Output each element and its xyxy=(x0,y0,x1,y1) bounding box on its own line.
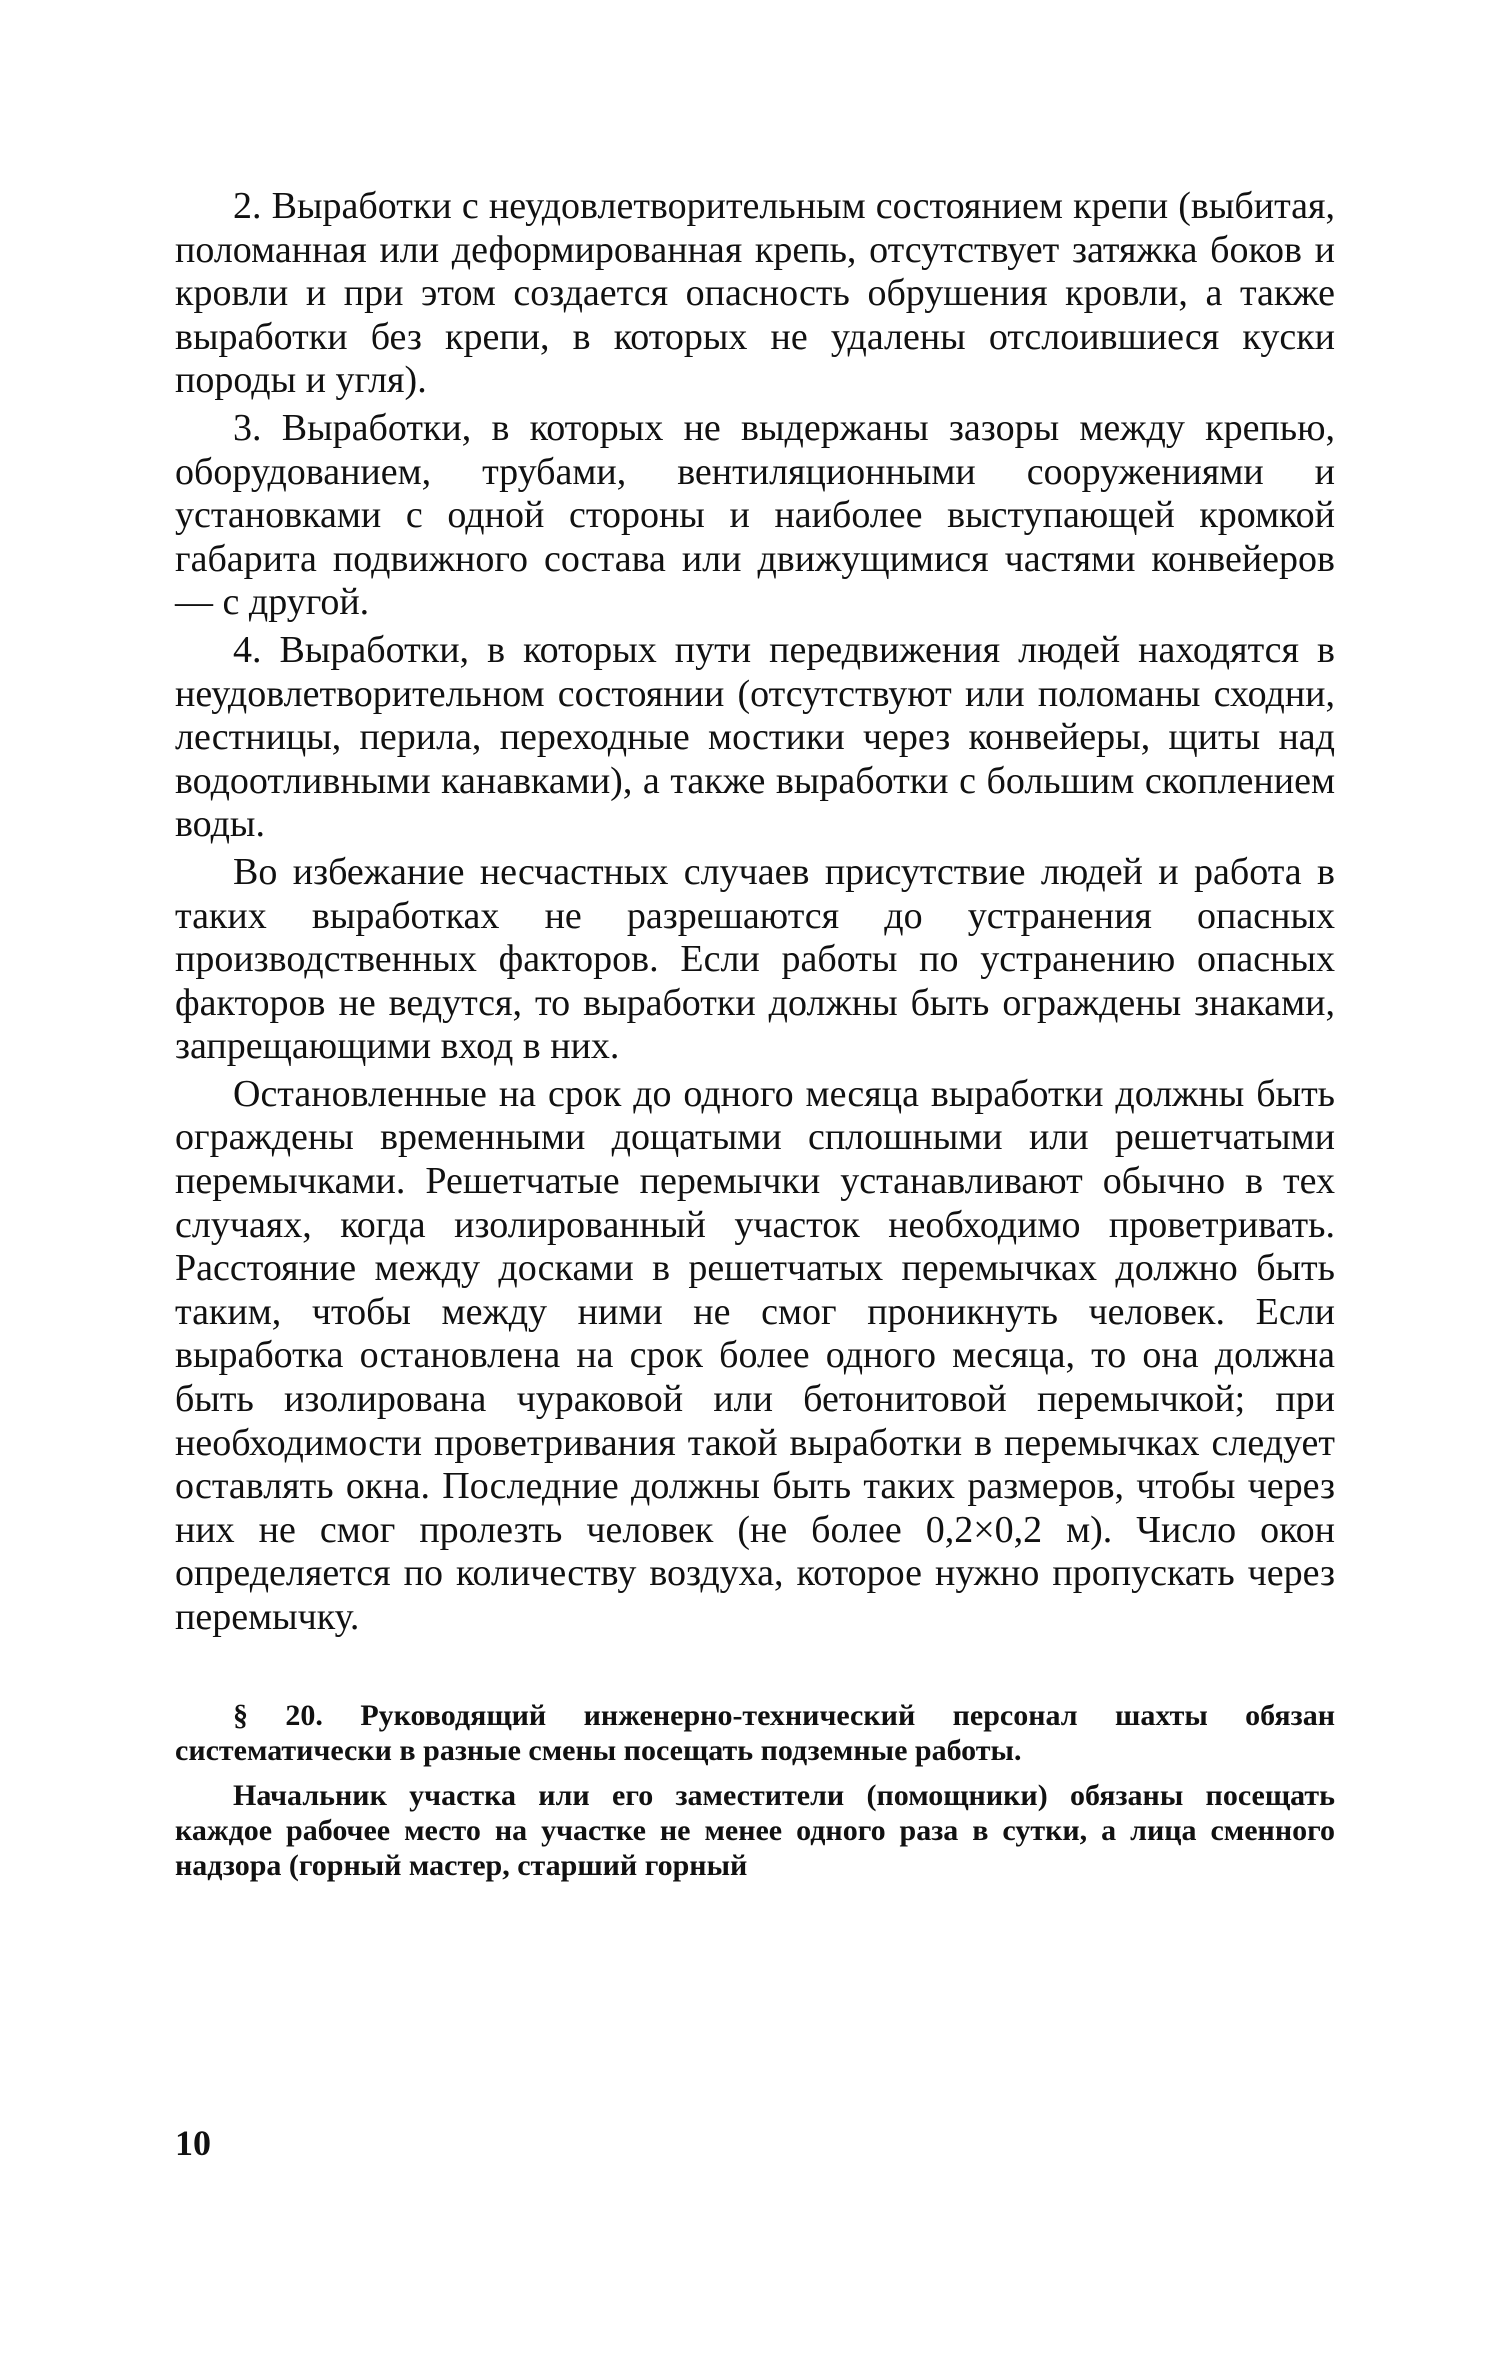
paragraph-section-20: § 20. Руководящий инженерно-технический персонал шахты обязан систематически в разные смены посещать подземные работы. xyxy=(175,1698,1335,1767)
paragraph-item-4: 4. Выработки, в которых пути передвижения людей находятся в неудовлетворительном состоянии (отсутствуют или поломаны сходни, лестницы, перила, переходные мостики через конвейеры, щиты над водоотливными канавками), а также выработки с большим скоплением воды. xyxy=(175,628,1335,846)
page-content xyxy=(175,185,1335,1883)
paragraph-accident-prevention: Во избежание несчастных случаев присутствие людей и работа в таких выработках не разрешаются до устранения опасных производственных факторов. Если работы по устранению опасных факторов не ведутся, то выработки должны быть ограждены знаками, запрещающими вход в них. xyxy=(175,850,1335,1068)
main-text-block xyxy=(175,185,1335,1640)
paragraph-item-3: 3. Выработки, в которых не выдержаны зазоры между крепью, оборудованием, трубами, вентиляционными сооружениями и установками с одной стороны и наиболее выступающей кромкой габарита подвижного состава или движущимися частями конвейеров — с другой. xyxy=(175,406,1335,624)
section-20-block xyxy=(175,1698,1335,1883)
page-number: 10 xyxy=(175,2123,211,2163)
paragraph-item-2: 2. Выработки с неудовлетворительным состоянием крепи (выбитая, поломанная или деформированная крепь, отсутствует затяжка боков и кровли и при этом создается опасность обрушения кровли, а также выработки без крепи, в которых не удалены отслоившиеся куски породы и угля). xyxy=(175,185,1335,402)
paragraph-stopped-workings: Остановленные на срок до одного месяца выработки должны быть ограждены временными дощатыми сплошными или решетчатыми перемычками. Решетчатые перемычки устанавливают обычно в тех случаях, когда изолированный участок необходимо проветривать. Расстояние между досками в решетчатых перемычках должно быть таким, чтобы между ними не смог проникнуть человек. Если выработка остановлена на срок более одного месяца, то она должна быть изолирована чураковой или бетонитовой перемычкой; при необходимости проветривания такой выработки в перемычках следует оставлять окна. Последние должны быть таких размеров, чтобы через них не смог пролезть человек (не более 0,2×0,2 м). Число окон определяется по количеству воздуха, которое нужно пропускать через перемычку. xyxy=(175,1072,1335,1638)
paragraph-section-chief: Начальник участка или его заместители (помощники) обязаны посещать каждое рабочее место на участке не менее одного раза в сутки, а лица сменного надзора (горный мастер, старший горный xyxy=(175,1778,1335,1882)
